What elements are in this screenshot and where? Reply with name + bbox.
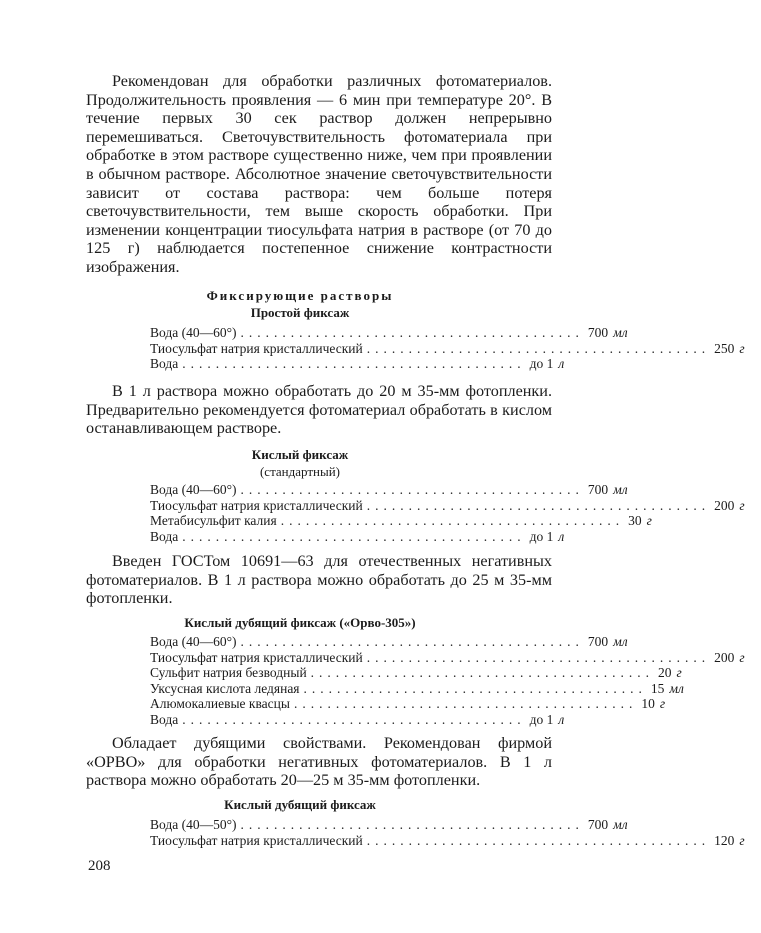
ingredient-name: Вода (40—60°) xyxy=(150,482,237,497)
recipe-heading-tanning-orwo: Кислый дубящий фиксаж («Орво-305») xyxy=(184,615,416,630)
ingredient-unit: мл xyxy=(669,680,684,696)
ingredient-amount: 200 xyxy=(714,649,735,665)
ingredient-name: Алюмокалиевые квасцы xyxy=(150,696,290,712)
ingredient-amount: 30 xyxy=(628,513,642,529)
recipe-row xyxy=(150,356,565,372)
recipe-row xyxy=(150,665,682,681)
recipe-row xyxy=(150,497,745,514)
leader-dots: ......................................... xyxy=(240,817,584,832)
recipe-simple xyxy=(150,325,745,372)
ingredient-amount: до 1 xyxy=(529,528,554,544)
ingredient-name: Тиосульфат натрия кристаллический xyxy=(150,832,363,848)
ingredient-unit: мл xyxy=(613,482,628,497)
recipe-heading-acid: Кислый фиксаж xyxy=(251,447,349,462)
ingredient-amount: 700 xyxy=(587,634,609,649)
ingredient-amount: 200 xyxy=(714,497,735,513)
leader-dots: ......................................... xyxy=(182,528,526,544)
leader-dots: ......................................... xyxy=(240,634,584,649)
ingredient-name: Тиосульфат натрия кристаллический xyxy=(150,649,363,665)
ingredient-name: Вода (40—60°) xyxy=(150,634,237,649)
ingredient-name: Уксусная кислота ледяная xyxy=(150,680,300,696)
ingredient-name: Метабисульфит калия xyxy=(150,513,277,529)
ingredient-name: Сульфит натрия безводный xyxy=(150,665,307,681)
ingredient-unit: г xyxy=(646,513,652,529)
leader-dots: ......................................... xyxy=(366,649,711,665)
leader-dots: ......................................... xyxy=(366,497,711,513)
recipe-row xyxy=(150,340,745,357)
ingredient-name: Тиосульфат натрия кристаллический xyxy=(150,497,363,513)
ingredient-amount: 700 xyxy=(587,325,609,340)
ingredient-unit: л xyxy=(558,528,565,544)
leader-dots: ......................................... xyxy=(366,832,711,848)
paragraph-acid-note: Введен ГОСТом 10691—63 для отечественных негативных фотоматериалов. В 1 л раствора можно обработать до 25 м 35-мм фотопленки. xyxy=(86,552,552,608)
ingredient-amount: 700 xyxy=(587,817,609,832)
ingredient-name: Вода (40—60°) xyxy=(150,325,237,340)
leader-dots: ......................................... xyxy=(310,665,655,681)
ingredient-unit: г xyxy=(676,665,682,681)
paragraph-orwo-note: Обладает дубящими свойствами. Рекомендован фирмой «ОРВО» для обработки негативных фотоматериалов. В 1 л раствора можно обработать 20—25 м 35-мм фотопленки. xyxy=(86,734,552,790)
recipe-row xyxy=(150,832,745,849)
ingredient-amount: 250 xyxy=(714,340,735,356)
ingredient-amount: 120 xyxy=(714,832,735,848)
ingredient-unit: мл xyxy=(613,325,628,340)
recipe-row xyxy=(150,817,628,833)
recipe-heading-tanning: Кислый дубящий фиксаж xyxy=(224,797,376,812)
leader-dots: ......................................... xyxy=(182,711,526,727)
leader-dots: ......................................... xyxy=(303,680,647,696)
ingredient-unit: л xyxy=(558,356,565,372)
recipe-acid xyxy=(150,482,745,544)
recipe-heading-simple: Простой фиксаж xyxy=(250,305,350,320)
ingredient-unit: г xyxy=(739,340,745,356)
recipe-row xyxy=(150,680,684,697)
recipe-row xyxy=(150,634,628,650)
leader-dots: ......................................... xyxy=(366,340,711,356)
ingredient-amount: до 1 xyxy=(529,356,554,372)
ingredient-name: Вода xyxy=(150,356,179,372)
ingredient-amount: 15 xyxy=(650,680,665,696)
recipe-tanning-orwo xyxy=(150,634,745,728)
recipe-row xyxy=(150,325,628,341)
ingredient-name: Вода (40—50°) xyxy=(150,817,237,832)
leader-dots: ......................................... xyxy=(240,325,584,340)
leader-dots: ......................................... xyxy=(280,513,625,529)
ingredient-unit: мл xyxy=(613,817,628,832)
ingredient-unit: г xyxy=(739,832,745,848)
ingredient-amount: 10 xyxy=(641,696,655,712)
ingredient-name: Вода xyxy=(150,711,179,727)
ingredient-unit: г xyxy=(659,696,666,712)
ingredient-amount: 20 xyxy=(658,665,672,681)
recipe-tanning xyxy=(150,817,745,848)
recipe-row xyxy=(150,711,565,728)
recipe-subheading-acid: (стандартный) xyxy=(259,464,341,479)
recipe-row xyxy=(150,482,628,498)
ingredient-unit: л xyxy=(558,711,565,727)
leader-dots: ......................................... xyxy=(182,356,526,372)
leader-dots: ......................................... xyxy=(293,696,638,712)
page-number: 208 xyxy=(88,858,111,874)
section-heading: Фиксирующие растворы xyxy=(206,288,394,303)
recipe-row xyxy=(150,649,745,666)
recipe-row xyxy=(150,528,565,545)
paragraph-developer-description: Рекомендован для обработки различных фотоматериалов. Продолжительность проявления — 6 мин при температуре 20°. В течение первых 30 сек раствор должен непрерывно перемешиваться. Светочувствительность фотоматериала при обработке в этом растворе существенно ниже, чем при проявлении в обычном растворе. Абсолютное значение светочувствительности зависит от состава раствора: чем больше потеря светочувствительности, тем выше скорость обработки. При изменении концентрации тиосульфата натрия в растворе (от 70 до 125 г) наблюдается постепенное снижение контрастности изображения. xyxy=(86,72,552,276)
paragraph-simple-note: В 1 л раствора можно обработать до 20 м 35-мм фотопленки. Предварительно рекомендуется фотоматериал обработать в кислом останавливающем растворе. xyxy=(86,382,552,438)
ingredient-unit: г xyxy=(739,497,745,513)
recipe-row xyxy=(150,513,652,529)
ingredient-amount: до 1 xyxy=(529,711,554,727)
recipe-row xyxy=(150,696,666,712)
leader-dots: ......................................... xyxy=(240,482,584,497)
ingredient-unit: мл xyxy=(613,634,628,649)
ingredient-unit: г xyxy=(739,649,745,665)
ingredient-name: Вода xyxy=(150,528,179,544)
ingredient-amount: 700 xyxy=(587,482,609,497)
ingredient-name: Тиосульфат натрия кристаллический xyxy=(150,340,363,356)
